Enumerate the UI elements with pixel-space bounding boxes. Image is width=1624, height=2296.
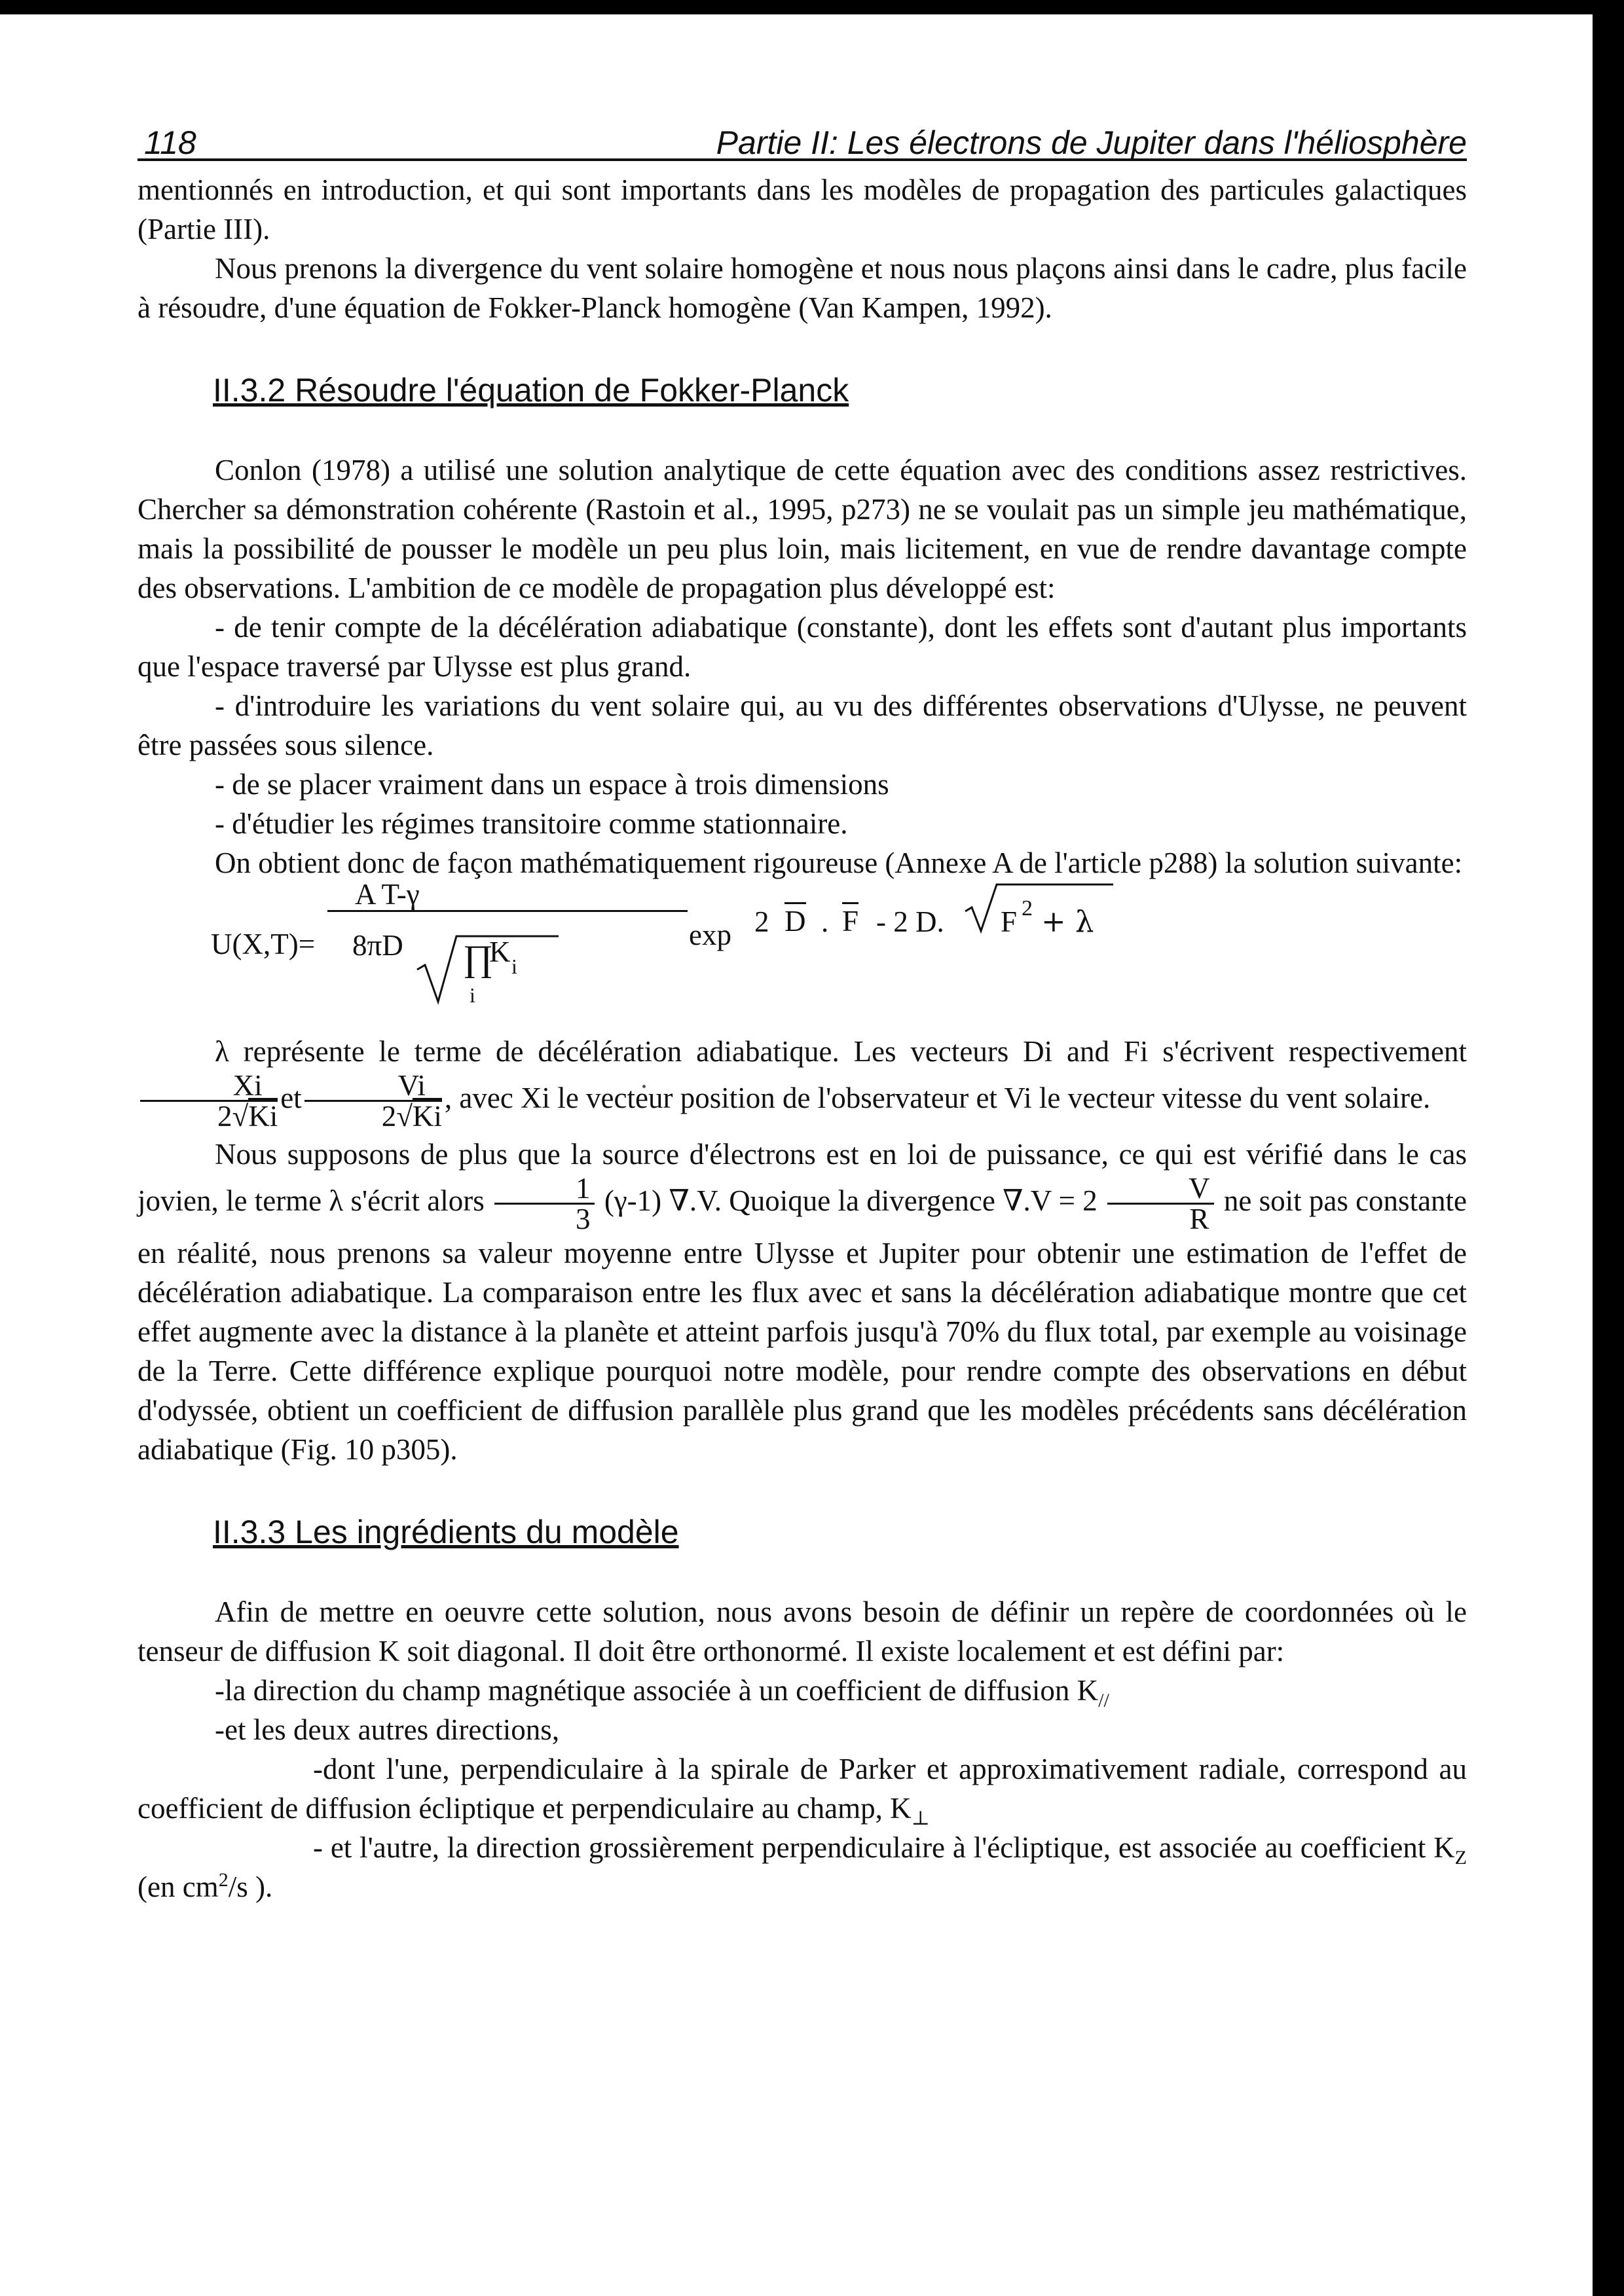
paragraph-intro: mentionnés en introduction, et qui sont importants dans les modèles de propagation des particules galactiques (Partie III). [138,173,1467,246]
f-squared-exponent: 2 [1022,896,1033,920]
power-law-text-1: Nous supposons de plus que la source d'électrons est en loi de puissance, ce qui est vérifié dans le cas jovien, le terme λ s'écrit alors [138,1138,1467,1217]
running-header [138,105,1467,161]
list-item: -et les deux autres directions, [215,1713,560,1746]
fraction-one-third: $\frac{1}{3}$ [494,1174,595,1233]
running-title: Partie II: Les électrons de Jupiter dans l'héliosphère [716,124,1467,161]
fraction-xi [140,1071,278,1131]
paragraph-lambda [138,1032,1467,1131]
list-item: - et l'autre, la direction grossièrement perpendiculaire à l'écliptique, est associée au coefficient $K_Z$ (en $cm^2/s$ ). [138,1831,1467,1903]
product-index: i [470,983,475,1007]
power-law-text-3: ne soit pas constante en réalité, nous prenons sa valeur moyenne entre Ulysse et Jupiter pour obtenir une estimation de l'effet de décélération adiabatique. La comparaison entre les flux avec et sans la décélération adiabatique montre que cet effet augmente avec la distance à la planète et atteint parfois jusqu'à 70% du flux total, par exemple au voisinage de la Terre. Cette différence explique pourquoi notre modèle, pour rendre compte des observations en début d'odyssée, obtient un coefficient de diffusion parallèle plus grand que les modèles précédents sans décélération adiabatique (Fig. 10 p305). [138,1184,1467,1466]
paragraph-power-law [138,1135,1467,1469]
list-item: -dont l'une, perpendiculaire à la spirale de Parker et approximativement radiale, correspond au coefficient de diffusion écliptique et perpendiculaire au champ, $K_\perp$ [138,1753,1467,1829]
list-item: -la direction du champ magnétique associée à un coefficient de diffusion $K_{//}$ [215,1674,1109,1711]
dot-operator: . [821,905,829,938]
page-number: 118 [144,124,196,161]
paragraph-tensor: Afin de mettre en oeuvre cette solution, nous avons besoin de définir un repère de coordonnées où le tenseur de diffusion K soit diagonal. Il doit être orthonormé. Il existe localement et est défini par: [138,1595,1467,1667]
vector-f: F [842,902,858,938]
lambda-text-2: avec Xi le vecteur position de l'observateur et Vi le vecteur vitesse du vent solaire. [459,1081,1431,1114]
paragraph-divergence: Nous prenons la divergence du vent solaire homogène et nous nous plaçons ainsi dans le cadre, plus facile à résoudre, d'une équation de Fokker-Planck homogène (Van Kampen, 1992). [138,252,1467,324]
fraction-v-over-r: $\frac{V}{R}$ [1107,1174,1214,1233]
list-item: - d'introduire les variations du vent solaire qui, au vu des différentes observations d'Ulysse, ne peuvent être passées sous silence. [138,689,1467,761]
section-heading-ingredients: II.3.3 Les ingrédients du modèle [213,1514,679,1550]
equation-denominator-prefix: 8πD [352,929,403,962]
fraction-denominator: 2√Ki [304,1102,442,1131]
product-k-subscript: i [511,955,517,978]
fraction-numerator: Vi [304,1071,442,1102]
vector-d: D [784,902,806,938]
document-page [138,105,1467,1906]
comma: , [444,1081,452,1114]
exp-label: exp [689,919,731,951]
section-heading-fokker-planck: II.3.2 Résoudre l'équation de Fokker-Planck [213,372,849,409]
fraction-numerator: Xi [140,1071,278,1102]
equation-numerator: A T-γ [355,878,420,911]
f-squared: F [1001,905,1018,938]
list-item: - d'étudier les régimes transitoire comme stationnaire. [215,807,848,840]
list-item: - de se placer vraiment dans un espace à trois dimensions [215,768,889,801]
equation-solution [138,878,1467,1017]
paragraph-conlon: Conlon (1978) a utilisé une solution analytique de cette équation avec des conditions assez restrictives. Chercher sa démonstration cohérente (Rastoin et al., 1995, p273) ne se voulait pas un simple jeu mathématique, mais la possibilité de pousser le modèle un peu plus loin, mais licitement, en vue de rendre davantage compte des observations. L'ambition de ce modèle de propagation plus développé est: [138,454,1467,604]
fraction-denominator: 2√Ki [140,1102,278,1131]
paragraph-solution: On obtient donc de façon mathématiquement rigoureuse (Annexe A de l'article p288) la solution suivante: [215,847,1463,879]
plus-lambda: + λ [1041,904,1094,939]
equation-lhs: U(X,T)= [211,928,316,960]
product-symbol: ∏ [463,938,494,979]
conjunction-et: et [280,1081,302,1114]
list-item: - de tenir compte de la décélération adiabatique (constante), dont les effets sont d'autant plus importants que l'espace traversé par Ulysse est plus grand. [138,611,1467,683]
power-law-text-2: (γ-1) ∇.V. Quoique la divergence ∇.V = 2 [604,1184,1098,1217]
fraction-vi [304,1071,442,1131]
minus-term: - 2 D. [876,905,944,938]
lambda-text-1: λ représente le terme de décélération adiabatique. Les vecteurs Di and Fi s'écrivent respectivement [215,1035,1467,1068]
exp-coefficient: 2 [754,905,769,938]
product-k: K [489,936,511,968]
